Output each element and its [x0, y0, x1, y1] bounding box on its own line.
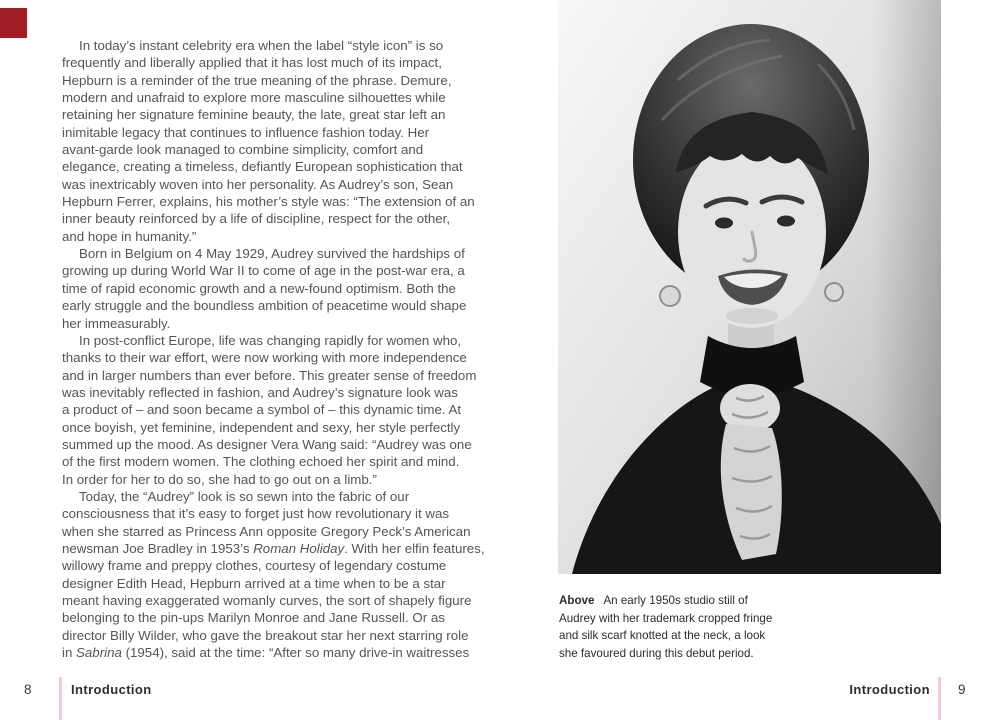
text-line: growing up during World War II to come of age in the post-war era, a — [62, 263, 465, 279]
text-line: In post-conflict Europe, life was changing rapidly for women who, — [79, 332, 462, 348]
caption-label: Above — [559, 594, 595, 607]
text-line: time of rapid economic growth and a new-found optimism. Both the — [62, 280, 456, 296]
text-line: consciousness that it’s easy to forget just how revolutionary it was — [62, 506, 450, 522]
section-label-left: Introduction — [71, 682, 152, 697]
text-line: frequently and liberally applied that it has lost much of its impact, — [62, 55, 442, 71]
text-line: designer Edith Head, Hepburn arrived at a time when to be a star — [62, 575, 446, 591]
caption-line: Above An early 1950s studio still of — [559, 594, 748, 607]
text-line: Hepburn Ferrer, explains, his mother’s style was: “The extension of an — [62, 194, 475, 210]
text-line: once boyish, yet feminine, independent and sexy, her style perfectly — [62, 419, 461, 435]
text-line: was inextricably woven into her personality. As Audrey’s son, Sean — [62, 176, 454, 192]
caption-line: Audrey with her trademark cropped fringe — [559, 611, 773, 625]
text-line: belonging to the pin-ups Marilyn Monroe and Jane Russell. Or as — [62, 610, 445, 626]
text-line: summed up the mood. As designer Vera Wang said: “Audrey was one — [62, 436, 472, 452]
text-line: elegance, creating a timeless, defiantly European sophistication that — [62, 159, 463, 175]
caption-line: she favoured during this debut period. — [559, 646, 754, 660]
text-line: and hope in humanity.” — [62, 228, 197, 244]
text-line: in Sabrina (1954), said at the time: “After so many drive-in waitresses — [62, 645, 470, 661]
text-line: her immeasurably. — [62, 315, 171, 331]
body-text — [62, 37, 485, 661]
footer-accent-bar-left — [59, 677, 62, 720]
section-label-right: Introduction — [849, 682, 930, 697]
text-line: Today, the “Audrey” look is so sewn into the fabric of our — [79, 488, 410, 504]
photo-caption — [559, 592, 772, 662]
caption-line: and silk scarf knotted at the neck, a look — [559, 629, 766, 643]
text-line: of the first modern women. The clothing echoed her spirit and mind. — [62, 454, 460, 470]
text-line: inimitable legacy that continues to influence fashion today. Her — [62, 124, 430, 140]
text-line: when she starred as Princess Ann opposite Gregory Peck’s American — [62, 523, 471, 539]
portrait-photo — [558, 0, 941, 574]
text-line: director Billy Wilder, who gave the breakout star her next starring role — [62, 627, 469, 643]
text-line: In today’s instant celebrity era when the label “style icon” is so — [79, 38, 444, 53]
text-line: avant-garde look managed to combine simplicity, comfort and — [62, 142, 424, 158]
text-line: willowy frame and preppy clothes, courtesy of legendary costume — [62, 558, 447, 574]
text-line: was inevitably reflected in fashion, and Audrey’s signature look was — [62, 384, 458, 400]
text-line: Hepburn is a reminder of the true meaning of the phrase. Demure, — [62, 72, 452, 88]
text-line: retaining her signature feminine beauty, the late, great star left an — [62, 107, 446, 123]
text-line: early struggle and the boundless ambition of peacetime would shape — [62, 298, 467, 314]
text-line: and in larger numbers than ever before. This greater sense of freedom — [62, 367, 477, 383]
page-number-left: 8 — [24, 682, 32, 697]
text-line: In order for her to do so, she had to go out on a limb.” — [62, 471, 377, 487]
footer-accent-bar-right — [938, 677, 941, 720]
text-line: inner beauty reinforced by a life of discipline, respect for the other, — [62, 211, 451, 227]
text-line: modern and unafraid to explore more masculine silhouettes while — [62, 90, 446, 106]
corner-red-tab — [0, 8, 27, 38]
text-line: a product of – and soon became a symbol of – this dynamic time. At — [62, 402, 462, 418]
text-line: newsman Joe Bradley in 1953’s Roman Holiday. With her elfin features, — [62, 540, 485, 556]
page-number-right: 9 — [958, 682, 966, 697]
text-line: thanks to their war effort, were now working with more independence — [62, 350, 467, 366]
text-line: meant having exaggerated womanly curves, the sort of shapely figure — [62, 593, 472, 608]
text-line: Born in Belgium on 4 May 1929, Audrey survived the hardships of — [79, 246, 465, 262]
audrey-portrait-illustration — [558, 0, 941, 574]
